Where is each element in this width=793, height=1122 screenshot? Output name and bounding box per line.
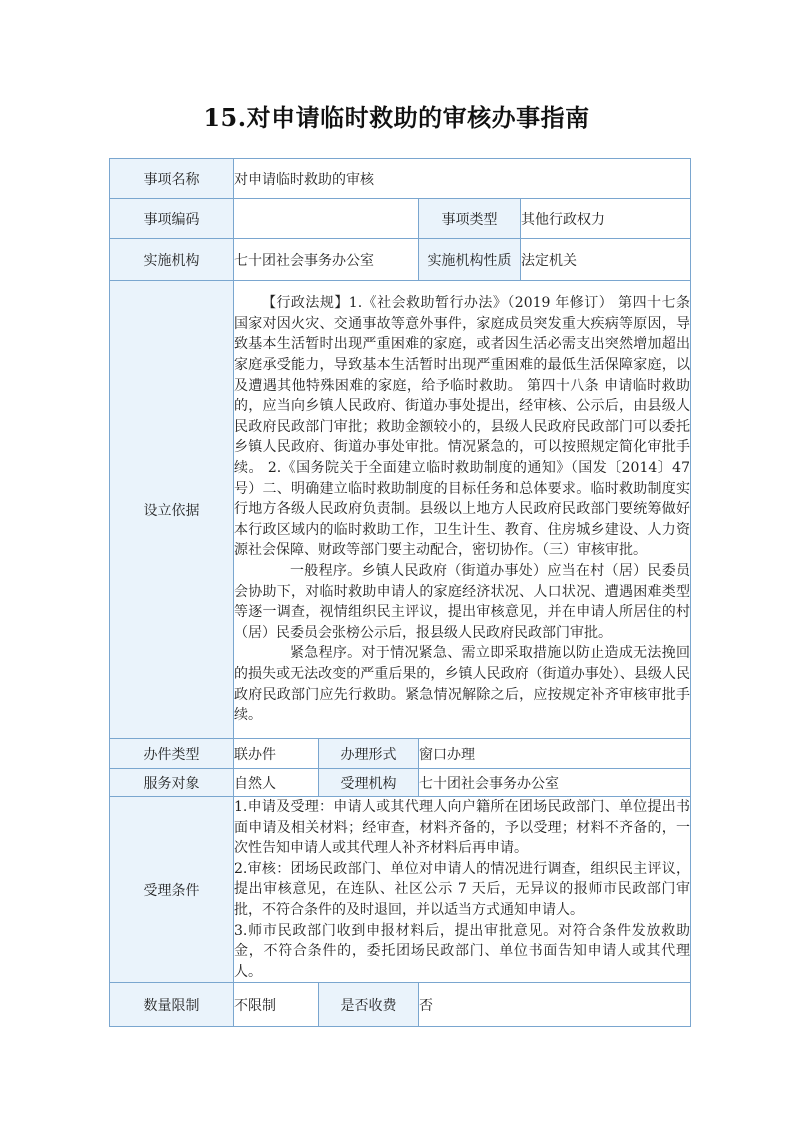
- condition-item: 2.审核：团场民政部门、单位对申请人的情况进行调查，组织民主评议，提出审核意见，在连队、社区公示 7 天后，无异议的报师市民政部门审批，不符合条件的及时退回，并以适当方式通知申请人。: [234, 860, 690, 918]
- basis-content: [234, 281, 691, 739]
- guide-table: [109, 158, 691, 1027]
- handling-form-label: 办理形式: [319, 739, 419, 769]
- item-name-value: 对申请临时救助的审核: [234, 159, 691, 199]
- basis-paragraph: 【行政法规】1.《社会救助暂行办法》（2019 年修订） 第四十七条 国家对因火灾、交通事故等意外事件，家庭成员突发重大疾病等原因，导致基本生活暂时出现严重困难的家庭，或者因生活必需支出突然增加超出家庭承受能力，导致基本生活暂时出现严重困难的最低生活保障家庭，以及遭遇其他特殊困难的家庭，给予临时救助。 第四十八条 申请临时救助的，应当向乡镇人民政府、街道办事处提出，经审核、公示后，由县级人民政府民政部门审批；救助金额较小的，县级人民政府民政部门可以委托乡镇人民政府、街道办事处审批。情况紧急的，可以按照规定简化审批手续。 2.《国务院关于全面建立临时救助制度的通知》（国发〔2014〕47 号）二、明确建立临时救助制度的目标任务和总体要求。临时救助制度实行地方各级人民政府负责制。县级以上地方人民政府民政部门要统筹做好本行政区域内的临时救助工作，卫生计生、教育、住房城乡建设、人力资源社会保障、财政等部门要主动配合，密切协作。（三）审核审批。: [234, 295, 690, 559]
- basis-paragraph: 一般程序。乡镇人民政府（街道办事处）应当在村（居）民委员会协助下，对临时救助申请人的家庭经济状况、人口状况、遭遇困难类型等逐一调查，视情组织民主评议，提出审核意见，并在申请人所居住的村（居）民委员会张榜公示后，报县级人民政府民政部门审批。: [234, 562, 690, 641]
- agency-nature-label: 实施机构性质: [419, 239, 521, 281]
- agency-label: 实施机构: [110, 239, 234, 281]
- row-agency: [110, 239, 691, 281]
- conditions-label: 受理条件: [110, 797, 234, 983]
- accepting-org-value: 七十团社会事务办公室: [419, 769, 691, 797]
- handling-type-value: 联办件: [234, 739, 319, 769]
- item-name-label: 事项名称: [110, 159, 234, 199]
- item-type-value: 其他行政权力: [521, 199, 691, 239]
- fee-label: 是否收费: [319, 983, 419, 1027]
- row-basis: [110, 281, 691, 739]
- quantity-limit-value: 不限制: [234, 983, 319, 1027]
- accepting-org-label: 受理机构: [319, 769, 419, 797]
- service-target-label: 服务对象: [110, 769, 234, 797]
- basis-paragraph: 紧急程序。对于情况紧急、需立即采取措施以防止造成无法挽回的损失或无法改变的严重后果的，乡镇人民政府（街道办事处）、县级人民政府民政部门应先行救助。紧急情况解除之后，应按规定补齐审核审批手续。: [234, 645, 690, 724]
- item-type-label: 事项类型: [419, 199, 521, 239]
- handling-type-label: 办件类型: [110, 739, 234, 769]
- item-code-label: 事项编码: [110, 199, 234, 239]
- condition-item: 1.申请及受理：申请人或其代理人向户籍所在团场民政部门、单位提出书面申请及相关材料；经审查，材料齐备的，予以受理；材料不齐备的，一次性告知申请人或其代理人补齐材料后再申请。: [234, 799, 690, 857]
- page-title: 15.对申请临时救助的审核办事指南: [203, 103, 590, 132]
- row-handling: [110, 739, 691, 769]
- handling-form-value: 窗口办理: [419, 739, 691, 769]
- quantity-limit-label: 数量限制: [110, 983, 234, 1027]
- agency-nature-value: 法定机关: [521, 239, 691, 281]
- basis-label: 设立依据: [110, 281, 234, 739]
- row-service: [110, 769, 691, 797]
- row-item-name: [110, 159, 691, 199]
- item-code-value: [234, 199, 419, 239]
- service-target-value: 自然人: [234, 769, 319, 797]
- conditions-content: [234, 797, 691, 983]
- fee-value: 否: [419, 983, 691, 1027]
- row-quantity: [110, 983, 691, 1027]
- row-item-code: [110, 199, 691, 239]
- row-conditions: [110, 797, 691, 983]
- agency-value: 七十团社会事务办公室: [234, 239, 419, 281]
- condition-item: 3.师市民政部门收到申报材料后，提出审批意见。对符合条件发放救助金，不符合条件的，委托团场民政部门、单位书面告知申请人或其代理人。: [234, 922, 690, 980]
